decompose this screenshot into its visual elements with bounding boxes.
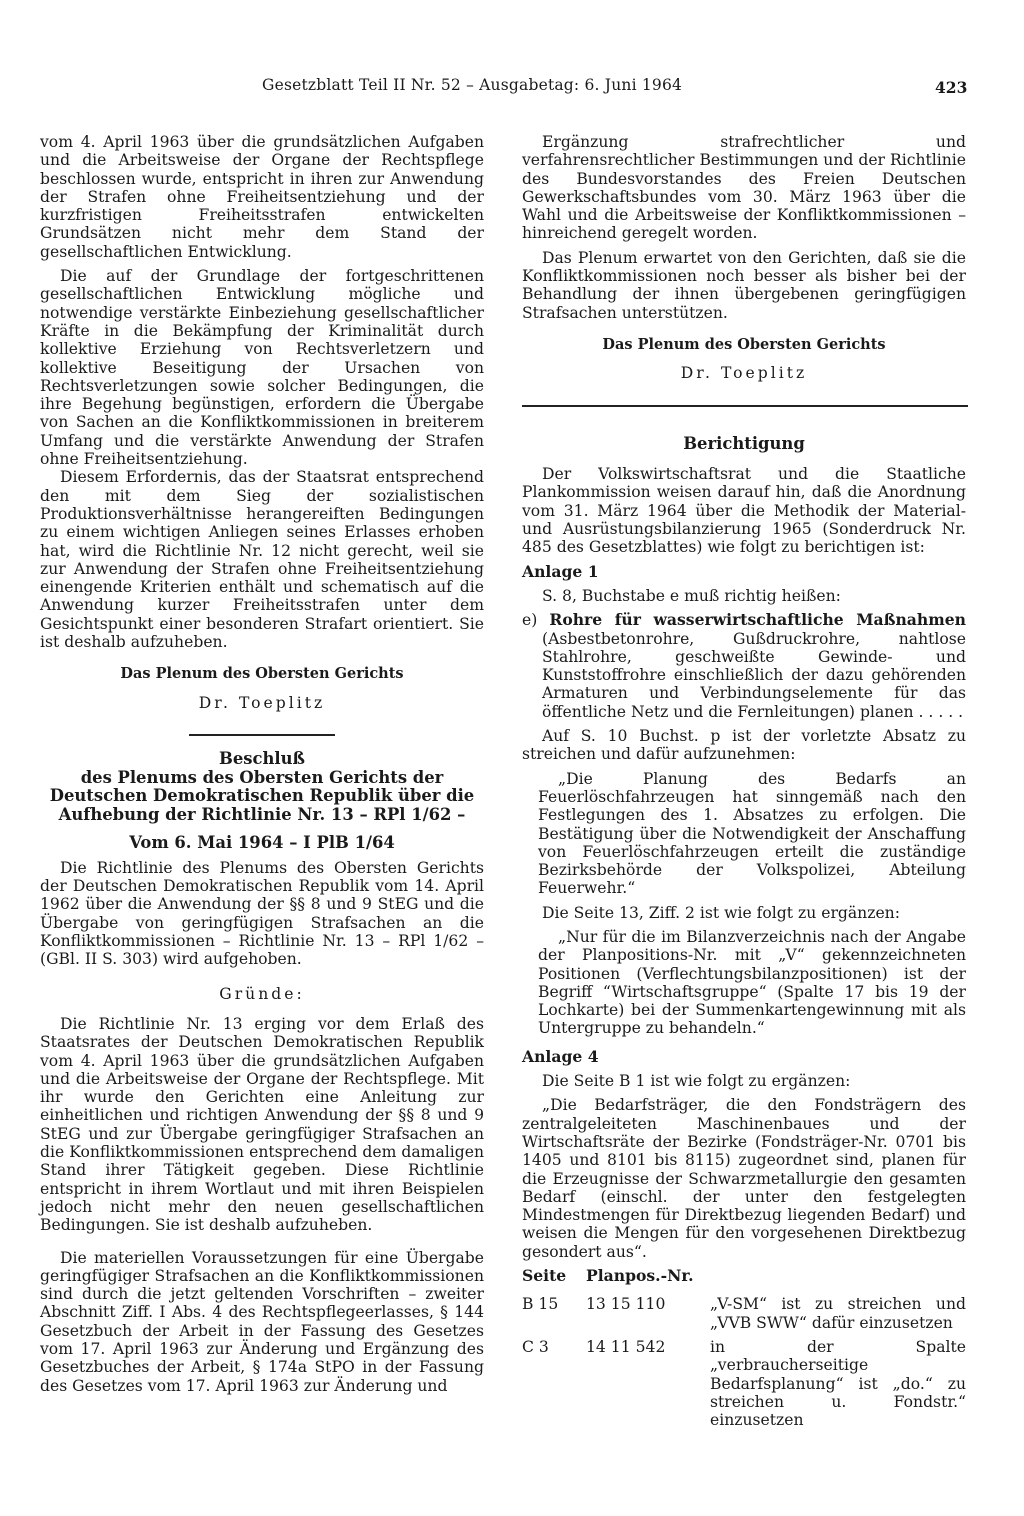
right-column	[522, 133, 966, 1435]
annex-heading: Anlage 1	[522, 561, 599, 581]
paragraph: S. 8, Buchstabe e muß richtig heißen:	[542, 586, 841, 605]
table-cell: „V-SM“ ist zu streichen und „VVB SWW“ dafür einzusetzen	[710, 1295, 966, 1332]
divider	[522, 405, 968, 407]
table-cell: in der Spalte „verbraucherseitige Bedarfsplanung“ ist „do.“ zu streichen u. Fondstr.“ einzusetzen	[710, 1337, 966, 1430]
paragraph: Ergänzung strafrechtlicher und verfahrensrechtlicher Bestimmungen und der Richtlinie des Bundesvorstandes des Freien Deutschen Gewerkschaftsbundes vom 30. März 1963 über die Wahl und die Arbeitsweise der Konfliktkommissionen – hinreichend geregelt worden.	[522, 133, 966, 243]
quote: „Nur für die im Bilanzverzeichnis nach der Angabe der Planpositions-Nr. mit „V“ gekennzeichneten Positionen (Verflechtungsbilanzpositionen) ist der Begriff “Wirtschaftsgruppe“ (Spalte 17 bis 19 der Lochkarte) bei der Summenkartengewinnung mit als Untergruppe zu behandeln.“	[538, 927, 966, 1038]
paragraph: Die materiellen Voraussetzungen für eine Übergabe geringfügiger Strafsachen an die Konfliktkommissionen sind durch die jetzt geltenden Vorschriften – zweiter Abschnitt Ziff. I Abs. 4 des Rechtspflegeerlasses, § 144 Gesetzbuch der Arbeit in der Fassung des Gesetzes vom 17. April 1963 zur Änderung und Ergänzung des Gesetzbuches der Arbeit, § 174a StPO in der Fassung des Gesetzes vom 17. April 1963 zur Änderung und	[40, 1248, 484, 1395]
table-row	[522, 1295, 966, 1338]
section-heading: Gründe:	[219, 984, 305, 1003]
table-header-row	[522, 1267, 966, 1295]
list-item-title: Rohre für wasserwirtschaftliche Maßnahmen	[549, 610, 966, 630]
paragraph: Auf S. 10 Buchst. p ist der vorletzte Absatz zu streichen und dafür aufzunehmen:	[522, 727, 966, 764]
decision-heading: Beschluß	[218, 748, 305, 768]
table-cell: 13 15 110	[586, 1295, 666, 1314]
quote: „Die Planung des Bedarfs an Feuerlöschfahrzeugen hat sinngemäß nach den Festlegungen des 1. Absatzes zu erfolgen. Die Bestätigung über die Notwendigkeit der Anschaffung von Feuerlöschfahrzeugen erteilt die zuständige Bezirksbehörde der Volkspolizei, Abteilung Feuerwehr.“	[538, 769, 966, 898]
divider	[189, 734, 335, 736]
left-column	[40, 133, 484, 1395]
paragraph: Die Richtlinie Nr. 13 erging vor dem Erlaß des Staatsrates der Deutschen Demokratischen Republik vom 4. April 1963 über die grundsätzlichen Aufgaben und die Arbeitsweise der Organe der Rechtspflege. Mit ihr wurde den Gerichten eine Anleitung zur einheitlichen und richtigen Anwendung der §§ 8 und 9 StEG und zur Übergabe geringfügiger Strafsachen an die Konfliktkommissionen entsprechend dem damaligen Stand ihrer Tätigkeit gegeben. Diese Richtlinie entspricht in ihrem Wortlaut und mit ihren Beispielen jedoch nicht mehr den neuen gesellschaftlichen Bedingungen. Sie ist deshalb aufzuheben.	[40, 1014, 484, 1235]
table-header: Planpos.-Nr.	[586, 1266, 694, 1286]
list-item-text: (Asbestbetonrohre, Gußdruckrohre, nahtlose Stahlrohre, geschweißte Gewinde- und Kunststoffrohre einschließlich der dazu gehörenden Armaturen und Verbindungselemente für das öffentliche Netz und die Fernleitungen) planen . . . . .	[542, 629, 966, 721]
decision-title: des Plenums des Obersten Gerichts der Deutschen Demokratischen Republik über die Aufhebung der Richtlinie Nr. 13 – RPl 1/62 –	[49, 767, 475, 824]
paragraph: Die auf der Grundlage der fortgeschrittenen gesellschaftlichen Entwicklung mögliche und notwendige verstärkte Einbeziehung gesellschaftlicher Kräfte in die Bekämpfung der Kriminalität durch kollektive Erziehung von Rechtsverletzern und kollektive Beseitigung der Ursachen von Rechtsverletzungen sowie solcher Bedingungen, die ihre Begehung begünstigen, erfordern die Übergabe von Sachen an die Konfliktkommissionen in breiterem Umfang und die verstärkte Anwendung der Strafen ohne Freiheitsentziehung.	[40, 267, 484, 469]
table-cell: B 15	[522, 1295, 559, 1314]
paragraph: Die Richtlinie des Plenums des Obersten Gerichts der Deutschen Demokratischen Republik vom 14. April 1962 über die Anwendung der §§ 8 und 9 StEG und die Übergabe von geringfügigen Strafsachen an die Konfliktkommissionen – Richtlinie Nr. 13 – RPl 1/62 – (GBl. II S. 303) wird aufgehoben.	[40, 858, 484, 969]
signature-name: Dr. Toeplitz	[198, 693, 326, 712]
table-cell: 14 11 542	[586, 1337, 666, 1356]
decision-date: Vom 6. Mai 1964 – I PlB 1/64	[129, 833, 395, 853]
page-number: 423	[935, 78, 968, 97]
table-header	[710, 1267, 966, 1295]
paragraph: Die Seite B 1 ist wie folgt zu ergänzen:	[542, 1072, 851, 1091]
table-header: Seite	[522, 1266, 567, 1286]
paragraph: Die Seite 13, Ziff. 2 ist wie folgt zu ergänzen:	[542, 903, 900, 922]
signature-title: Das Plenum des Obersten Gerichts	[602, 335, 886, 353]
quote: „Die Bedarfsträger, die den Fondsträgern des zentralgeleiteten Maschinenbaues und der Wirtschaftsräte der Bezirke (Fondsträger-Nr. 0701 bis 1405 und 8101 bis 8115) zugeordnet sind, planen für die Erzeugnisse der Schwarzmetallurgie den gesamten Bedarf (einschl. der unter den festgelegten Mindestmengen für Direktbezug liegenden Bedarf) und weisen die Mengen für den vorgesehenen Direktbezug gesondert aus“.	[522, 1096, 966, 1261]
table-cell: C 3	[522, 1337, 549, 1356]
signature-name: Dr. Toeplitz	[680, 364, 808, 383]
list-item	[522, 611, 966, 721]
annex-heading: Anlage 4	[522, 1046, 599, 1066]
paragraph: Der Volkswirtschaftsrat und die Staatliche Plankommission weisen darauf hin, daß die Anordnung vom 31. März 1964 über die Methodik der Material- und Ausrüstungsbilanzierung 1965 (Sonderdruck Nr. 485 des Gesetzblattes) wie folgt zu berichtigen ist:	[522, 465, 966, 557]
signature-title: Das Plenum des Obersten Gerichts	[120, 665, 404, 683]
correction-table	[522, 1267, 966, 1435]
paragraph: vom 4. April 1963 über die grundsätzlichen Aufgaben und die Arbeitsweise der Organe der Rechtspflege beschlossen wurde, entspricht in ihren zur Anwendung der Strafen ohne Freiheitsentziehung und der kurzfristigen Freiheitsstrafen entwickelten Grundsätzen nicht mehr dem Stand der gesellschaftlichen Entwicklung.	[40, 133, 484, 261]
running-header: Gesetzblatt Teil II Nr. 52 – Ausgabetag: 6. Juni 1964	[262, 76, 683, 94]
table-row	[522, 1338, 966, 1435]
paragraph: Diesem Erfordernis, das der Staatsrat entsprechend den mit dem Sieg der sozialistischen Produktionsverhältnisse herangereiften Bedingungen zu einem wichtigen Anliegen seines Erlasses erhoben hat, wird die Richtlinie Nr. 12 nicht gerecht, weil sie zur Anwendung der Strafen ohne Freiheitsentziehung einengende Kriterien enthält und schematisch auf die Anwendung kurzer Freiheitsstrafen unter dem Gesichtspunkt einer besonderen Strafart orientiert. Sie ist deshalb aufzuheben.	[40, 468, 484, 652]
paragraph: Das Plenum erwartet von den Gerichten, daß sie die Konfliktkommissionen noch besser als bisher bei der Behandlung der ihnen übergebenen geringfügigen Strafsachen unterstützen.	[522, 248, 966, 322]
section-heading: Berichtigung	[683, 433, 805, 453]
list-marker: e)	[522, 611, 538, 630]
